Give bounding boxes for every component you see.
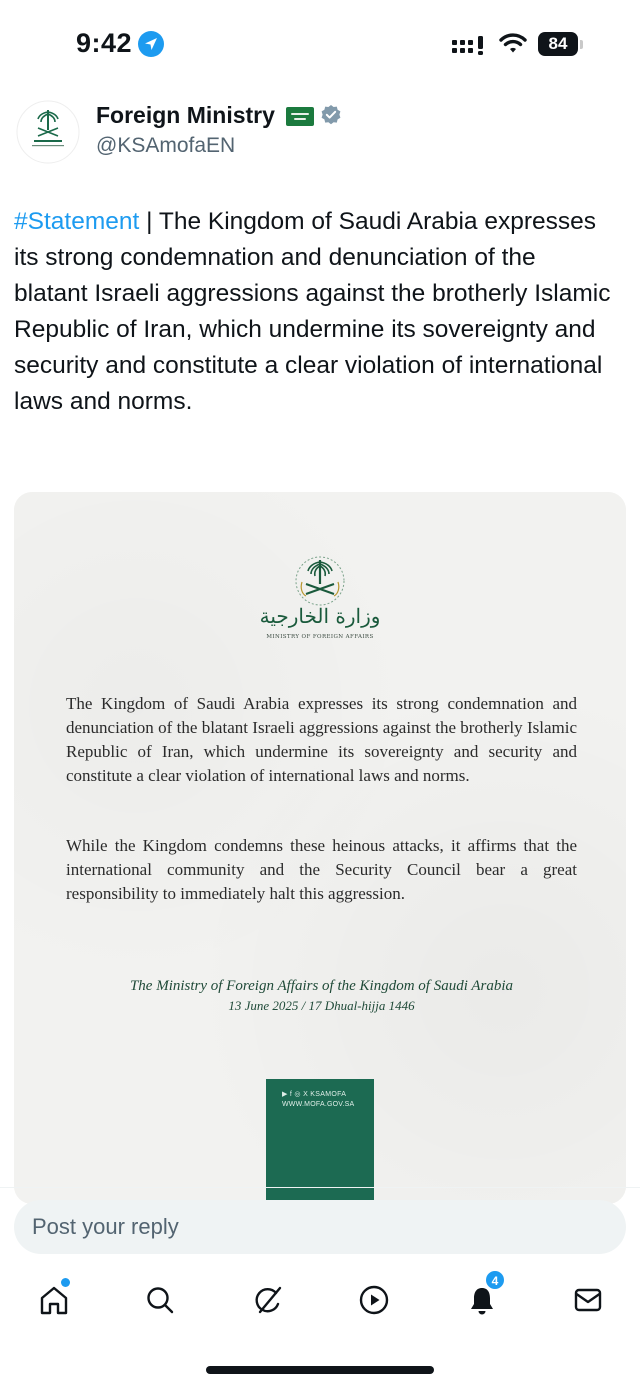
mail-icon xyxy=(572,1284,604,1316)
signature-ministry: The Ministry of Foreign Affairs of the Kingdom of Saudi Arabia xyxy=(129,978,514,994)
signal-icon xyxy=(452,36,490,61)
bottom-nav xyxy=(0,1268,640,1332)
signature-block xyxy=(66,976,577,1016)
avatar[interactable] xyxy=(16,100,80,164)
search-icon xyxy=(144,1284,176,1316)
battery-level: 84 xyxy=(538,32,578,56)
account-handle[interactable]: @KSAmofaEN xyxy=(96,134,236,157)
statement-paragraph-1: The Kingdom of Saudi Arabia expresses its strong condemnation and denunciation of the blatant Israeli aggressions against the brotherly Islamic Republic of Iran, which undermine its sovereignty and security and constitute a clear violation of international laws and norms. xyxy=(66,694,577,785)
media-image[interactable] xyxy=(14,492,626,1204)
nav-home[interactable] xyxy=(32,1278,76,1322)
play-icon xyxy=(358,1284,390,1316)
nav-search[interactable] xyxy=(138,1278,182,1322)
status-bar xyxy=(0,0,640,88)
reply-divider xyxy=(0,1187,640,1188)
nav-video[interactable] xyxy=(352,1278,396,1322)
nav-notifications[interactable] xyxy=(460,1274,504,1322)
statement-paragraph-2: While the Kingdom condemns these heinous attacks, it affirms that the international community and the Security Council bear a great responsibility to immediately halt this aggression. xyxy=(66,836,577,903)
ministry-caption: MINISTRY OF FOREIGN AFFAIRS xyxy=(266,634,374,640)
nav-grok[interactable] xyxy=(246,1278,290,1322)
home-icon xyxy=(38,1284,70,1316)
verified-badge-icon xyxy=(320,104,342,131)
ministry-footer-block xyxy=(266,1079,374,1204)
footer-social-handles: ▶ f ◎ X KSAMOFA xyxy=(282,1091,347,1098)
ministry-emblem-icon xyxy=(278,554,362,608)
battery-tip xyxy=(580,40,583,49)
home-indicator[interactable] xyxy=(206,1366,434,1374)
notifications-badge: 4 xyxy=(485,1270,505,1290)
location-arrow-icon xyxy=(138,31,164,57)
reply-input[interactable] xyxy=(14,1200,626,1254)
ministry-arabic-title: وزارة الخارجية xyxy=(259,604,381,628)
signature-date: 13 June 2025 / 17 Dhual-hijja 1446 xyxy=(228,998,415,1013)
nav-messages[interactable] xyxy=(566,1278,610,1322)
status-time: 9:42 xyxy=(76,28,133,58)
tweet-text xyxy=(14,204,614,420)
display-name[interactable]: Foreign Ministry xyxy=(96,102,275,128)
tweet-body: | The Kingdom of Saudi Arabia expresses its strong condemnation and denunciation of the blatant Israeli aggressions against the brotherly Islamic Republic of Iran, which undermine its sovereignty and security and constitute a clear violation of international laws and norms. xyxy=(14,208,611,415)
grok-icon xyxy=(252,1284,284,1316)
hashtag-link[interactable]: #Statement xyxy=(14,208,140,235)
footer-url: WWW.MOFA.GOV.SA xyxy=(282,1101,355,1108)
saudi-flag-icon xyxy=(286,107,314,126)
wifi-icon xyxy=(499,32,527,59)
home-unread-dot xyxy=(61,1278,70,1287)
